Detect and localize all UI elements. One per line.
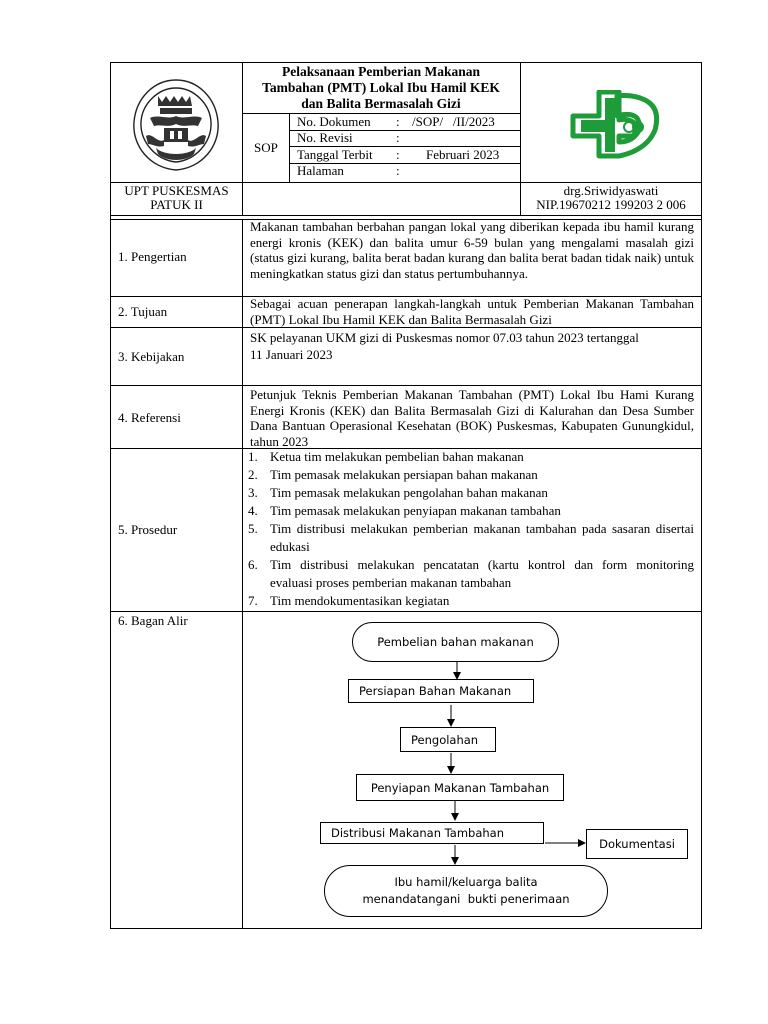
flow-step-label: Pengolahan [411,732,479,747]
flow-step-label: Pembelian bahan makanan [377,635,534,649]
procedure-text: Tim distribusi melakukan pemberian makanan tambahan pada sasaran disertai edukasi [270,521,694,554]
meta-label-tanggal-terbit: Tanggal Terbit [297,147,373,162]
meta-label-halaman: Halaman [297,163,344,178]
section-label-kebijakan: 3. Kebijakan [118,349,185,364]
procedure-text: Tim pemasak melakukan pengolahan bahan makanan [270,485,548,500]
section-label-tujuan: 2. Tujuan [118,304,168,319]
flow-step-label: Dokumentasi [599,837,675,851]
flow-step-start [352,622,559,662]
procedure-number: 1. [248,449,258,464]
procedure-number: 6. [248,557,258,572]
meta-value-no-dokumen: /SOP/ /II/2023 [412,114,495,129]
section-text-kebijakan: SK pelayanan UKM gizi di Puskesmas nomor 07.03 tahun 2023 tertanggal 11 Januari 2023 [250,330,639,362]
flow-step-persiapan [348,679,534,703]
flow-step-label: Penyiapan Makanan Tambahan [370,780,550,795]
meta-sep: : [396,114,400,129]
meta-value-tanggal-terbit: Februari 2023 [426,147,500,162]
section-label-bagan-alir: 6. Bagan Alir [118,613,188,628]
flow-step-end [324,865,608,917]
section-text-referensi: Petunjuk Teknis Pemberian Makanan Tambahan (PMT) Lokal Ibu Hami Kurang Energi Kronis (KEK) dan Balita Bermasalah Gizi di Kalurahan dan Desa Sumber Dana Bantuan Operasional Kesehatan (BOK) Puskesmas, Kabupaten Gunungkidul, tahun 2023 [250,387,694,449]
meta-label-no-dokumen: No. Dokumen [297,114,371,129]
flow-step-distribusi [320,822,544,844]
procedure-text: Tim pemasak melakukan penyiapan makanan tambahan [270,503,561,518]
signer-nip: NIP.19670212 199203 2 006 [536,197,686,212]
sop-label: SOP [254,140,278,155]
flow-step-label-line-2: menandatangani bukti penerimaan [362,892,570,906]
procedure-number: 2. [248,467,258,482]
procedure-text: Tim pemasak melakukan persiapan bahan makanan [270,467,538,482]
section-label-pengertian: 1. Pengertian [118,249,187,264]
procedure-number: 4. [248,503,258,518]
flow-step-pengolahan [400,727,496,752]
procedure-text: Tim distribusi melakukan pencatatan (kartu kontrol dan form monitoring evaluasi proses pemberian makanan tambahan [270,557,694,590]
section-text-pengertian: Makanan tambahan berbahan pangan lokal yang diberikan kepada ibu hamil kurang energi kronis (KEK) dan balita umur 6-59 bulan yang mengalami masalah gizi (status gizi kurang, balita berat badan kurang dan balita berat badan tidak naik) untuk meningkatkan status gizi dan status pertumbuhannya. [250,219,695,281]
section-label-prosedur: 5. Prosedur [118,522,178,537]
page-title: Pelaksanaan Pemberian Makanan Tambahan (PMT) Lokal Ibu Hamil KEK dan Balita Bermasalah Gizi [262,64,500,111]
section-text-tujuan: Sebagai acuan penerapan langkah-langkah untuk Pemberian Makanan Tambahan (PMT) Lokal Ibu Hamil KEK dan Balita Bermasalah Gizi [250,296,694,327]
meta-sep: : [396,130,400,145]
org-line-1: UPT PUSKESMAS [124,183,229,198]
meta-label-no-revisi: No. Revisi [297,130,353,145]
procedure-number: 7. [248,593,258,608]
procedure-text: Ketua tim melakukan pembelian bahan makanan [270,449,524,464]
signer-name: drg.Sriwidyaswati [563,183,659,198]
procedure-number: 5. [248,521,258,536]
meta-sep: : [396,147,400,162]
flow-step-dokumentasi [586,829,688,859]
section-label-referensi: 4. Referensi [118,410,181,425]
flow-step-label-line-1: Ibu hamil/keluarga balita [394,875,538,889]
flow-step-label: Persiapan Bahan Makanan [359,684,512,698]
procedure-text: Tim mendokumentasikan kegiatan [270,593,450,608]
flow-step-penyiapan [356,774,564,801]
flow-step-label: Distribusi Makanan Tambahan [331,826,504,840]
meta-sep: : [396,163,400,178]
org-line-2: PATUK II [150,197,203,212]
procedure-number: 3. [248,485,258,500]
